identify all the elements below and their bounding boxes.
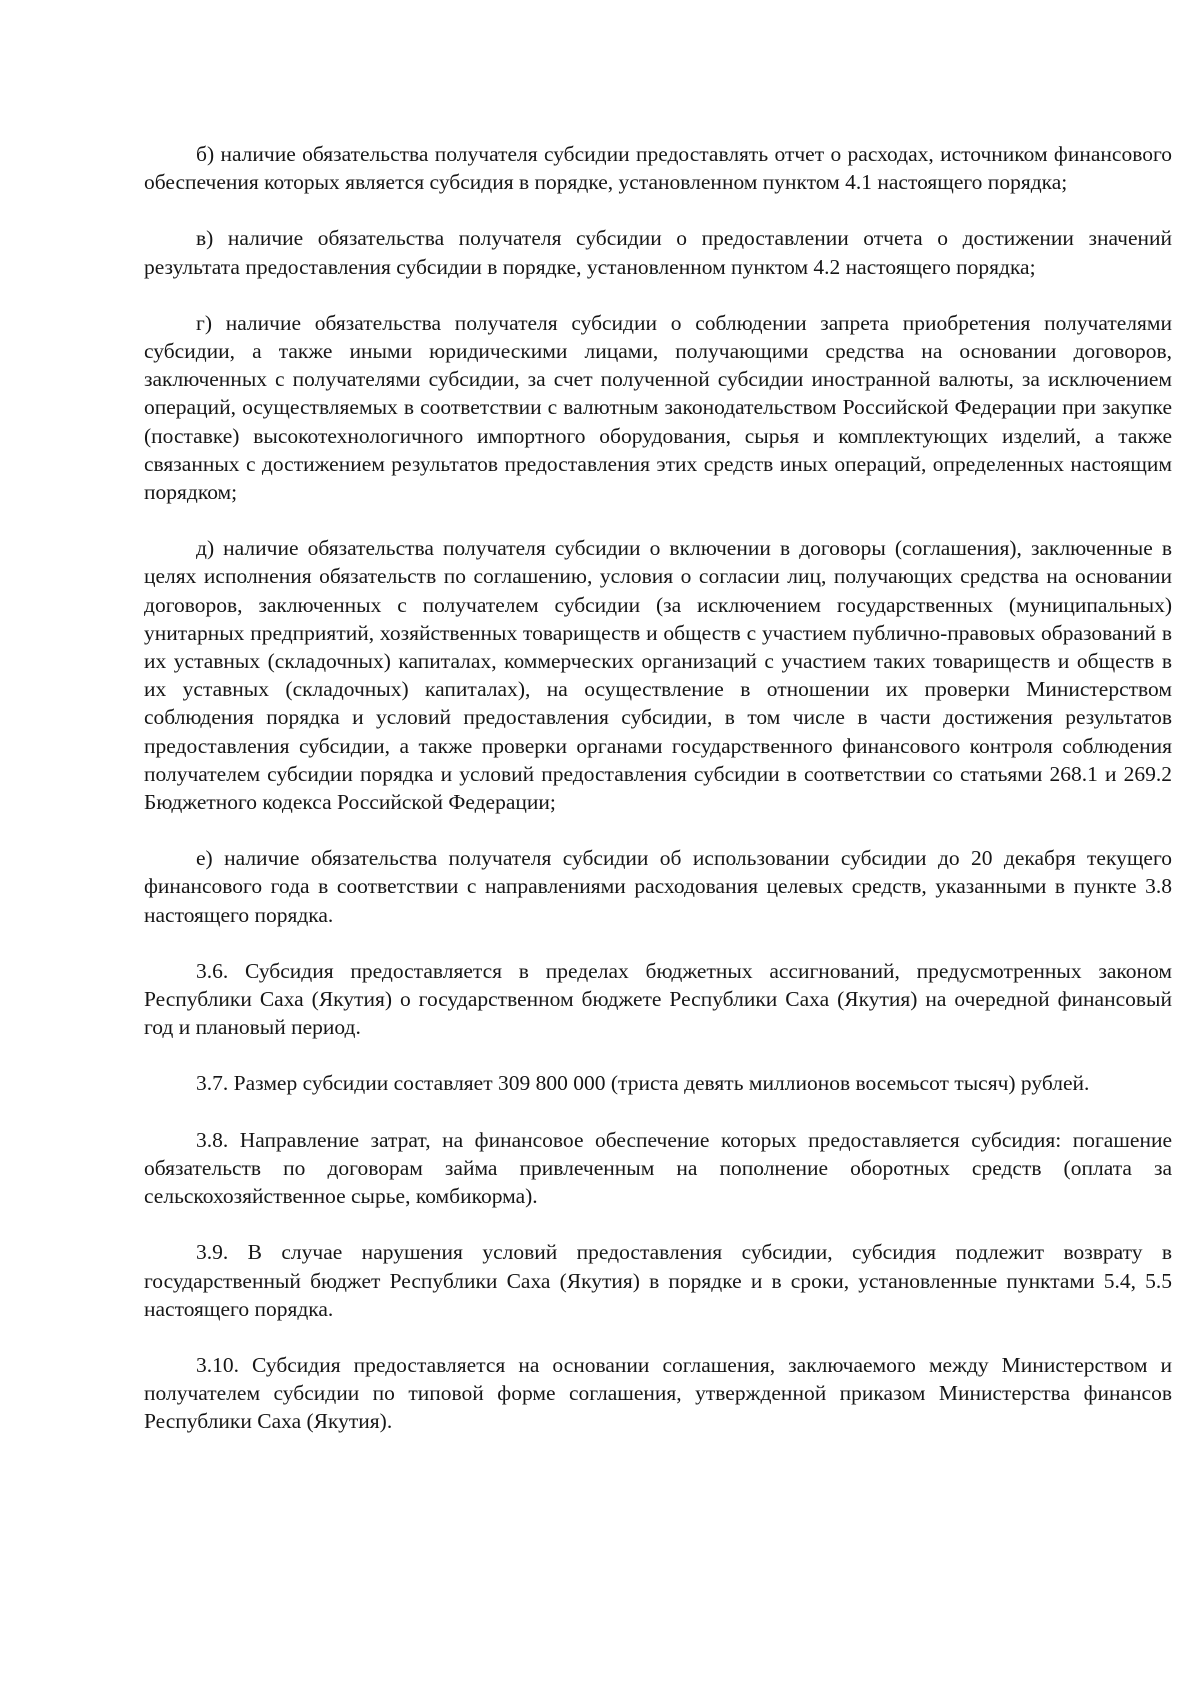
paragraph-e-usage-deadline: е) наличие обязательства получателя субсидии об использовании субсидии до 20 декабря текущего финансового года в соответствии с направлениями расходования целевых средств, указанными в пункте 3.8 настоящего порядка. (144, 846, 1172, 927)
paragraph-g-currency-restriction: г) наличие обязательства получателя субсидии о соблюдении запрета приобретения получателями субсидии, а также иными юридическими лицами, получающими средства на основании договоров, заключенных с получателями субсидии, за счет полученной субсидии иностранной валюты, за исключением операций, осуществляемых в соответствии с валютным законодательством Российской Федерации при закупке (поставке) высокотехнологичного импортного оборудования, сырья и комплектующих изделий, а также связанных с достижением результатов предоставления этих средств иных операций, определенных настоящим порядком; (144, 310, 1172, 505)
clause-3-7-subsidy-amount: 3.7. Размер субсидии составляет 309 800 000 (триста девять миллионов восемьсот тысяч) рублей. (196, 1071, 1090, 1096)
paragraph-b-report-on-expenses: б) наличие обязательства получателя субсидии предоставлять отчет о расходах, источником финансового обеспечения которых является субсидия в порядке, установленном пунктом 4.1 настоящего порядка; (144, 142, 1172, 195)
paragraph-d-inspection-consent: д) наличие обязательства получателя субсидии о включении в договоры (соглашения), заключенные в целях исполнения обязательств по соглашению, условия о согласии лиц, получающих средства на основании договоров, заключенных с получателем субсидии (за исключением государственных (муниципальных) унитарных предприятий, хозяйственных товариществ и обществ с участием публично-правовых образований в их уставных (складочных) капиталах, коммерческих организаций с участием таких товариществ и обществ в их уставных (складочных) капиталах), на осуществление в отношении их проверки Министерством соблюдения порядка и условий предоставления субсидии, в том числе в части достижения результатов предоставления субсидии, а также проверки органами государственного финансового контроля соблюдения получателем субсидии порядка и условий предоставления субсидии в соответствии со статьями 268.1 и 269.2 Бюджетного кодекса Российской Федерации; (144, 536, 1172, 815)
clause-3-6-budget-limits: 3.6. Субсидия предоставляется в пределах бюджетных ассигнований, предусмотренных законом Республики Саха (Якутия) о государственном бюджете Республики Саха (Якутия) на очередной финансовый год и плановый период. (144, 958, 1172, 1040)
clause-3-9-refund-conditions: 3.9. В случае нарушения условий предоставления субсидии, субсидия подлежит возврату в государственный бюджет Республики Саха (Якутия) в порядке и в сроки, установленные пунктами 5.4, 5.5 настоящего порядка. (144, 1240, 1172, 1321)
paragraph-v-report-on-results: в) наличие обязательства получателя субсидии о предоставлении отчета о достижении значений результата предоставления субсидии в порядке, установленном пунктом 4.2 настоящего порядка; (144, 226, 1172, 279)
document-body (144, 140, 1172, 1464)
clause-3-8-cost-direction: 3.8. Направление затрат, на финансовое обеспечение которых предоставляется субсидия: погашение обязательств по договорам займа привлеченным на пополнение оборотных средств (оплата за сельскохозяйственное сырье, комбикорма). (144, 1127, 1172, 1209)
clause-3-10-agreement-basis: 3.10. Субсидия предоставляется на основании соглашения, заключаемого между Министерством и получателем субсидии по типовой форме соглашения, утвержденной приказом Министерства финансов Республики Саха (Якутия). (144, 1352, 1172, 1434)
